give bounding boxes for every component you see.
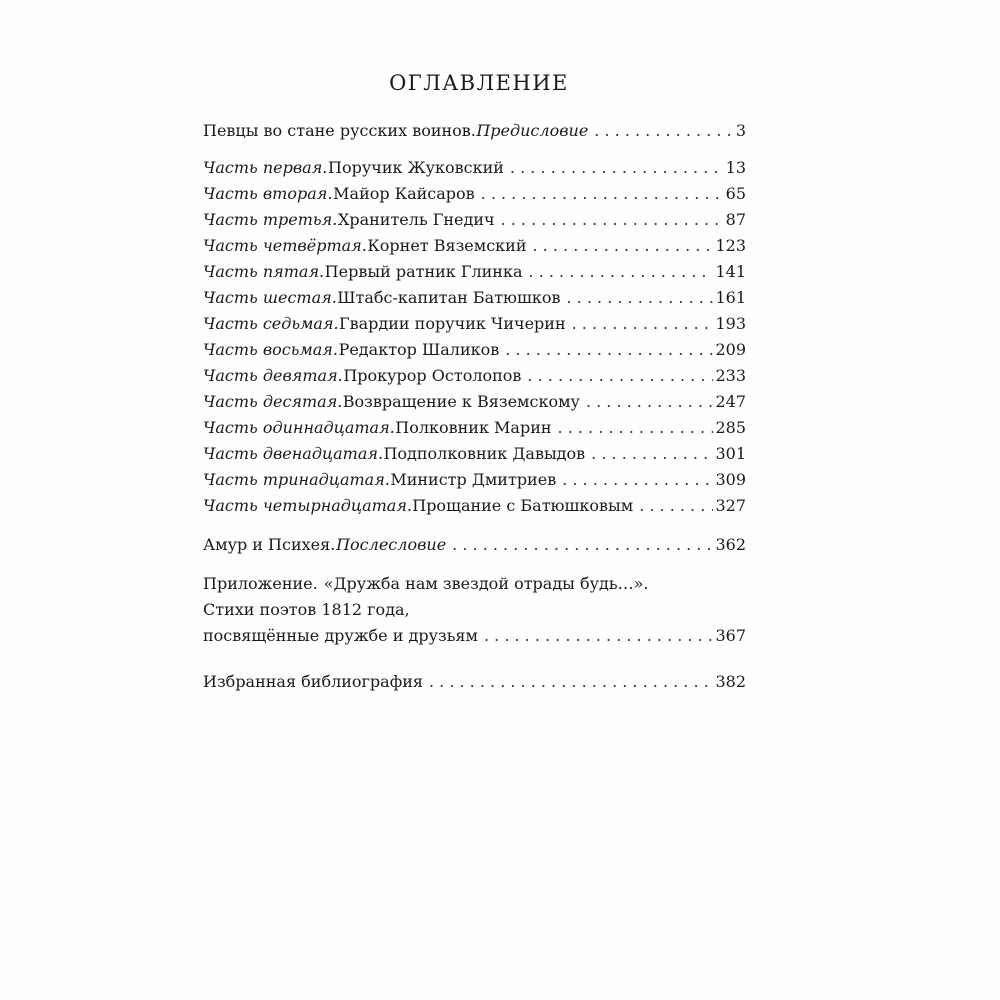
entry-title: Амур и Психея. [203, 535, 336, 554]
page-number: 382 [715, 672, 746, 691]
dot-leader [527, 363, 713, 389]
part-title: Прокурор Остолопов [343, 366, 522, 385]
dot-leader [567, 285, 714, 311]
part-title: Полковник Марин [395, 418, 552, 437]
dot-leader [591, 441, 713, 467]
page-number: 13 [725, 158, 746, 177]
part-label: Часть шестая. [203, 288, 337, 307]
appendix-line-1 [203, 571, 746, 597]
appendix-title-line1: «Дружба нам звездой отрады будь…». [323, 574, 649, 593]
page-number: 141 [715, 262, 746, 281]
part-title: Гвардии поручик Чичерин [339, 314, 566, 333]
page-number: 209 [715, 340, 746, 359]
part-label: Часть седьмая. [203, 314, 339, 333]
toc-entry-bibliography [203, 669, 746, 695]
toc-entry-part [203, 259, 746, 285]
page-number: 247 [715, 392, 746, 411]
dot-leader [572, 311, 714, 337]
part-title: Прощание с Батюшковым [412, 496, 634, 515]
page-title: ОГЛАВЛЕНИЕ [389, 71, 569, 95]
part-title: Возвращение к Вяземскому [342, 392, 580, 411]
part-title: Редактор Шаликов [338, 340, 500, 359]
part-label: Часть одиннадцатая. [203, 418, 395, 437]
part-title: Министр Дмитриев [390, 470, 557, 489]
table-of-contents [203, 118, 746, 695]
part-label: Часть третья. [203, 210, 338, 229]
dot-leader [429, 669, 713, 695]
toc-entry-appendix [203, 571, 746, 649]
page-number: 193 [715, 314, 746, 333]
dot-leader [481, 181, 724, 207]
dot-leader [452, 532, 713, 558]
page-number: 367 [715, 626, 746, 645]
page-number: 301 [715, 444, 746, 463]
entry-label: Приложение. [203, 574, 318, 593]
part-title: Первый ратник Глинка [324, 262, 523, 281]
appendix-title-line3: посвящённые дружбе и друзьям [203, 626, 478, 645]
page-number: 233 [715, 366, 746, 385]
dot-leader [533, 233, 714, 259]
part-title: Подполковник Давыдов [383, 444, 586, 463]
part-label: Часть вторая. [203, 184, 333, 203]
toc-entry-part [203, 233, 746, 259]
part-title: Поручик Жуковский [328, 158, 504, 177]
toc-entry-part [203, 311, 746, 337]
toc-entry-part [203, 337, 746, 363]
page-number: 309 [715, 470, 746, 489]
toc-entry-part [203, 285, 746, 311]
part-title: Хранитель Гнедич [337, 210, 495, 229]
toc-entry-afterword [203, 532, 746, 558]
parts-list [203, 155, 746, 519]
part-label: Часть четвёртая. [203, 236, 367, 255]
dot-leader [562, 467, 713, 493]
part-label: Часть пятая. [203, 262, 325, 281]
part-label: Часть десятая. [203, 392, 343, 411]
toc-entry-part [203, 389, 746, 415]
entry-title: Певцы во стане русских воинов. [203, 121, 476, 140]
toc-entry-part [203, 441, 746, 467]
dot-leader [558, 415, 714, 441]
page-number: 285 [715, 418, 746, 437]
toc-entry-part [203, 363, 746, 389]
dot-leader [510, 155, 724, 181]
dot-leader [529, 259, 714, 285]
part-title: Штабс-капитан Батюшков [337, 288, 561, 307]
entry-label: Предисловие [476, 121, 589, 140]
part-label: Часть двенадцатая. [203, 444, 384, 463]
toc-entry-part [203, 207, 746, 233]
dot-leader [501, 207, 724, 233]
part-label: Часть тринадцатая. [203, 470, 390, 489]
part-label: Часть первая. [203, 158, 328, 177]
entry-title: Избранная библиография [203, 672, 423, 691]
toc-entry-part [203, 415, 746, 441]
part-title: Майор Кайсаров [333, 184, 475, 203]
appendix-line-3 [203, 623, 746, 649]
page-number: 87 [725, 210, 746, 229]
appendix-line-2: Стихи поэтов 1812 года, [203, 600, 410, 619]
dot-leader [586, 389, 714, 415]
page-number: 123 [715, 236, 746, 255]
dot-leader [639, 493, 713, 519]
page-number: 65 [725, 184, 746, 203]
toc-entry-part [203, 155, 746, 181]
page-number: 3 [735, 121, 746, 140]
toc-entry-preface [203, 118, 746, 144]
part-label: Часть девятая. [203, 366, 343, 385]
part-label: Часть четырнадцатая. [203, 496, 413, 515]
toc-entry-part [203, 493, 746, 519]
page-number: 161 [715, 288, 746, 307]
dot-leader [594, 118, 734, 144]
toc-entry-part [203, 467, 746, 493]
entry-label: Послесловие [336, 535, 447, 554]
part-title: Корнет Вяземский [367, 236, 527, 255]
page-number: 327 [715, 496, 746, 515]
part-label: Часть восьмая. [203, 340, 338, 359]
page-number: 362 [715, 535, 746, 554]
dot-leader [505, 337, 713, 363]
dot-leader [484, 623, 713, 649]
toc-entry-part [203, 181, 746, 207]
